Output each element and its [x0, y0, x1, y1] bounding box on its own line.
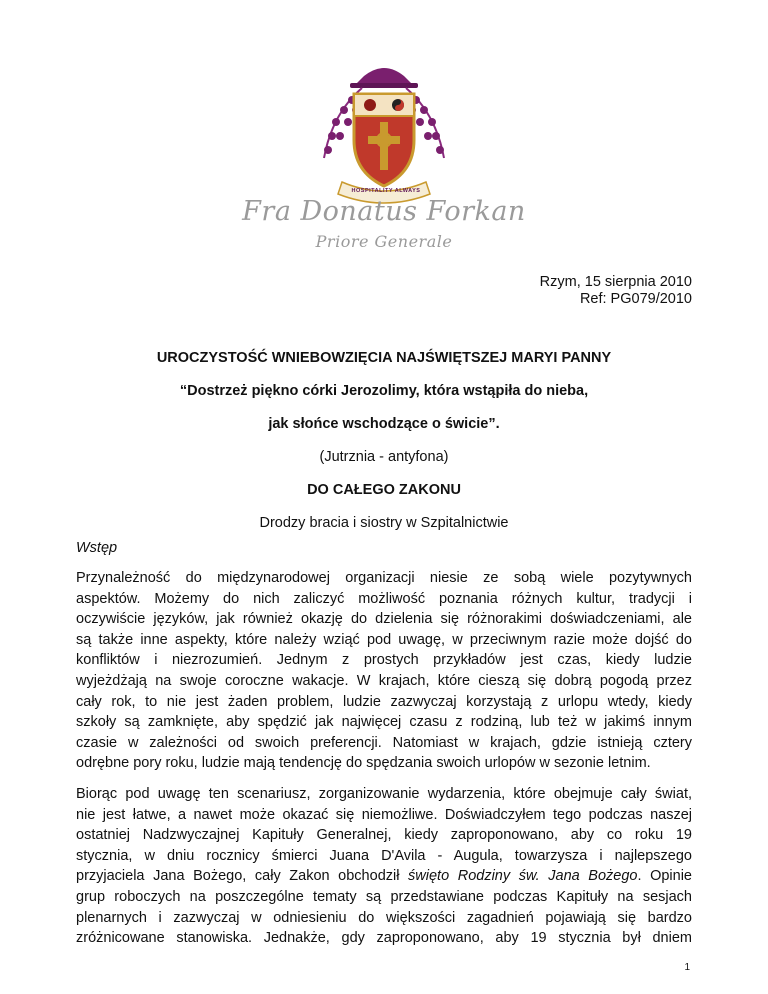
- greeting: Drodzy bracia i siostry w Szpitalnictwie: [259, 515, 509, 531]
- addressee: DO CAŁEGO ZAKONU: [307, 482, 461, 498]
- coat-of-arms-icon: [292, 54, 476, 204]
- line-text: przyjaciela Jana Bożego, cały Zakon obchodził: [76, 868, 409, 885]
- paragraph-line: Biorąc pod uwagę ten scenariusz, zorganizowanie wydarzenia, które obejmuje cały świat,: [76, 786, 692, 802]
- quote-source: (Jutrznia - antyfona): [319, 449, 449, 465]
- coat-of-arms-logo: [292, 54, 476, 204]
- page-number: 1: [684, 962, 690, 973]
- paragraph-line: [76, 866, 692, 887]
- paragraph-line: nie jest łatwe, a nawet może okazać się niemożliwe. Doświadczyłem tego podczas naszej: [76, 806, 692, 823]
- paragraph-line: Przynależność do międzynarodowej organizacji niesie ze sobą wiele pozytywnych: [76, 570, 692, 586]
- antiphon-quote-line-2: jak słońce wschodzące o świcie”.: [268, 416, 500, 432]
- reference-number: Ref: PG079/2010: [579, 291, 692, 307]
- feast-name: święto Rodziny św. Jana Bożego: [408, 868, 638, 885]
- paragraph-line: plenarnych i zazwyczaj w odniesieniu do większości zagadnień pojawiają się bardzo: [76, 909, 692, 926]
- paragraph-line: konfliktów i niezrozumień. Jednym z prostych przykładów jest czas, kiedy ludzie: [76, 652, 692, 669]
- antiphon-quote-line-1: “Dostrzeż piękno córki Jerozolimy, która wstąpiła do nieba,: [179, 383, 589, 399]
- place-date: Rzym, 15 sierpnia 2010: [539, 274, 692, 290]
- paragraph-line: wyjeżdżają na swoje coroczne wakacje. W krajach, które cieszą się dobrą pogodą przez: [76, 672, 692, 689]
- paragraph-line: są także inne aspekty, które należy wziąć pod uwagę, w przeciwnym razie może dojść do: [76, 631, 692, 648]
- paragraph-line: stycznia, w dniu rocznicy śmierci Juana D'Avila - Augula, towarzysza i najlepszego: [76, 847, 692, 864]
- paragraph-line: oczywiście języków, jak również okazję do dzielenia się różnorakimi doświadczeniami, ale: [76, 611, 692, 628]
- paragraph-2: [76, 784, 692, 949]
- paragraph-line: szkoły są zamknięte, aby spędzić jak najwięcej czasu z rodziną, lub też w jakimś innym: [76, 714, 692, 731]
- date-reference-block: [540, 274, 692, 308]
- paragraph-line: czasie w zależności od swoich preferencji. Natomiast w krajach, gdzie istnieją cztery: [76, 734, 692, 751]
- paragraph-line: cały rok, to nie jest żaden problem, ludzie zazwyczaj korzystają z urlopu wtedy, kiedy: [76, 693, 692, 710]
- signature-name: Fra Donatus Forkan: [242, 196, 526, 227]
- paragraph-line: odrębne pory roku, ludzie mają tendencję do spędzania swoich urlopów w sezonie letnim.: [76, 755, 651, 772]
- section-heading-introduction: Wstęp: [76, 540, 118, 556]
- paragraph-1: [76, 568, 692, 774]
- paragraph-line: grup roboczych na poszczególne tematy są przedstawiane podczas Kapituły na sesjach: [76, 888, 692, 905]
- document-title: UROCZYSTOŚĆ WNIEBOWZIĘCIA NAJŚWIĘTSZEJ MARYI PANNY: [156, 350, 612, 366]
- paragraph-line: aspektów. Możemy do nich zaliczyć możliwość poznania różnych kultur, tradycji i: [76, 590, 692, 607]
- paragraph-line: ostatniej Nadzwyczajnej Kapituły Generalnej, kiedy zaproponowano, aby co roku 19: [76, 827, 692, 844]
- signature-title: Priore Generale: [315, 232, 453, 251]
- paragraph-line: zróżnicowane stanowiska. Jednakże, gdy zaproponowano, aby 19 stycznia był dniem: [76, 930, 692, 947]
- crest-motto: HOSPITALITY ALWAYS: [351, 188, 421, 194]
- line-text: . Opinie: [637, 868, 692, 885]
